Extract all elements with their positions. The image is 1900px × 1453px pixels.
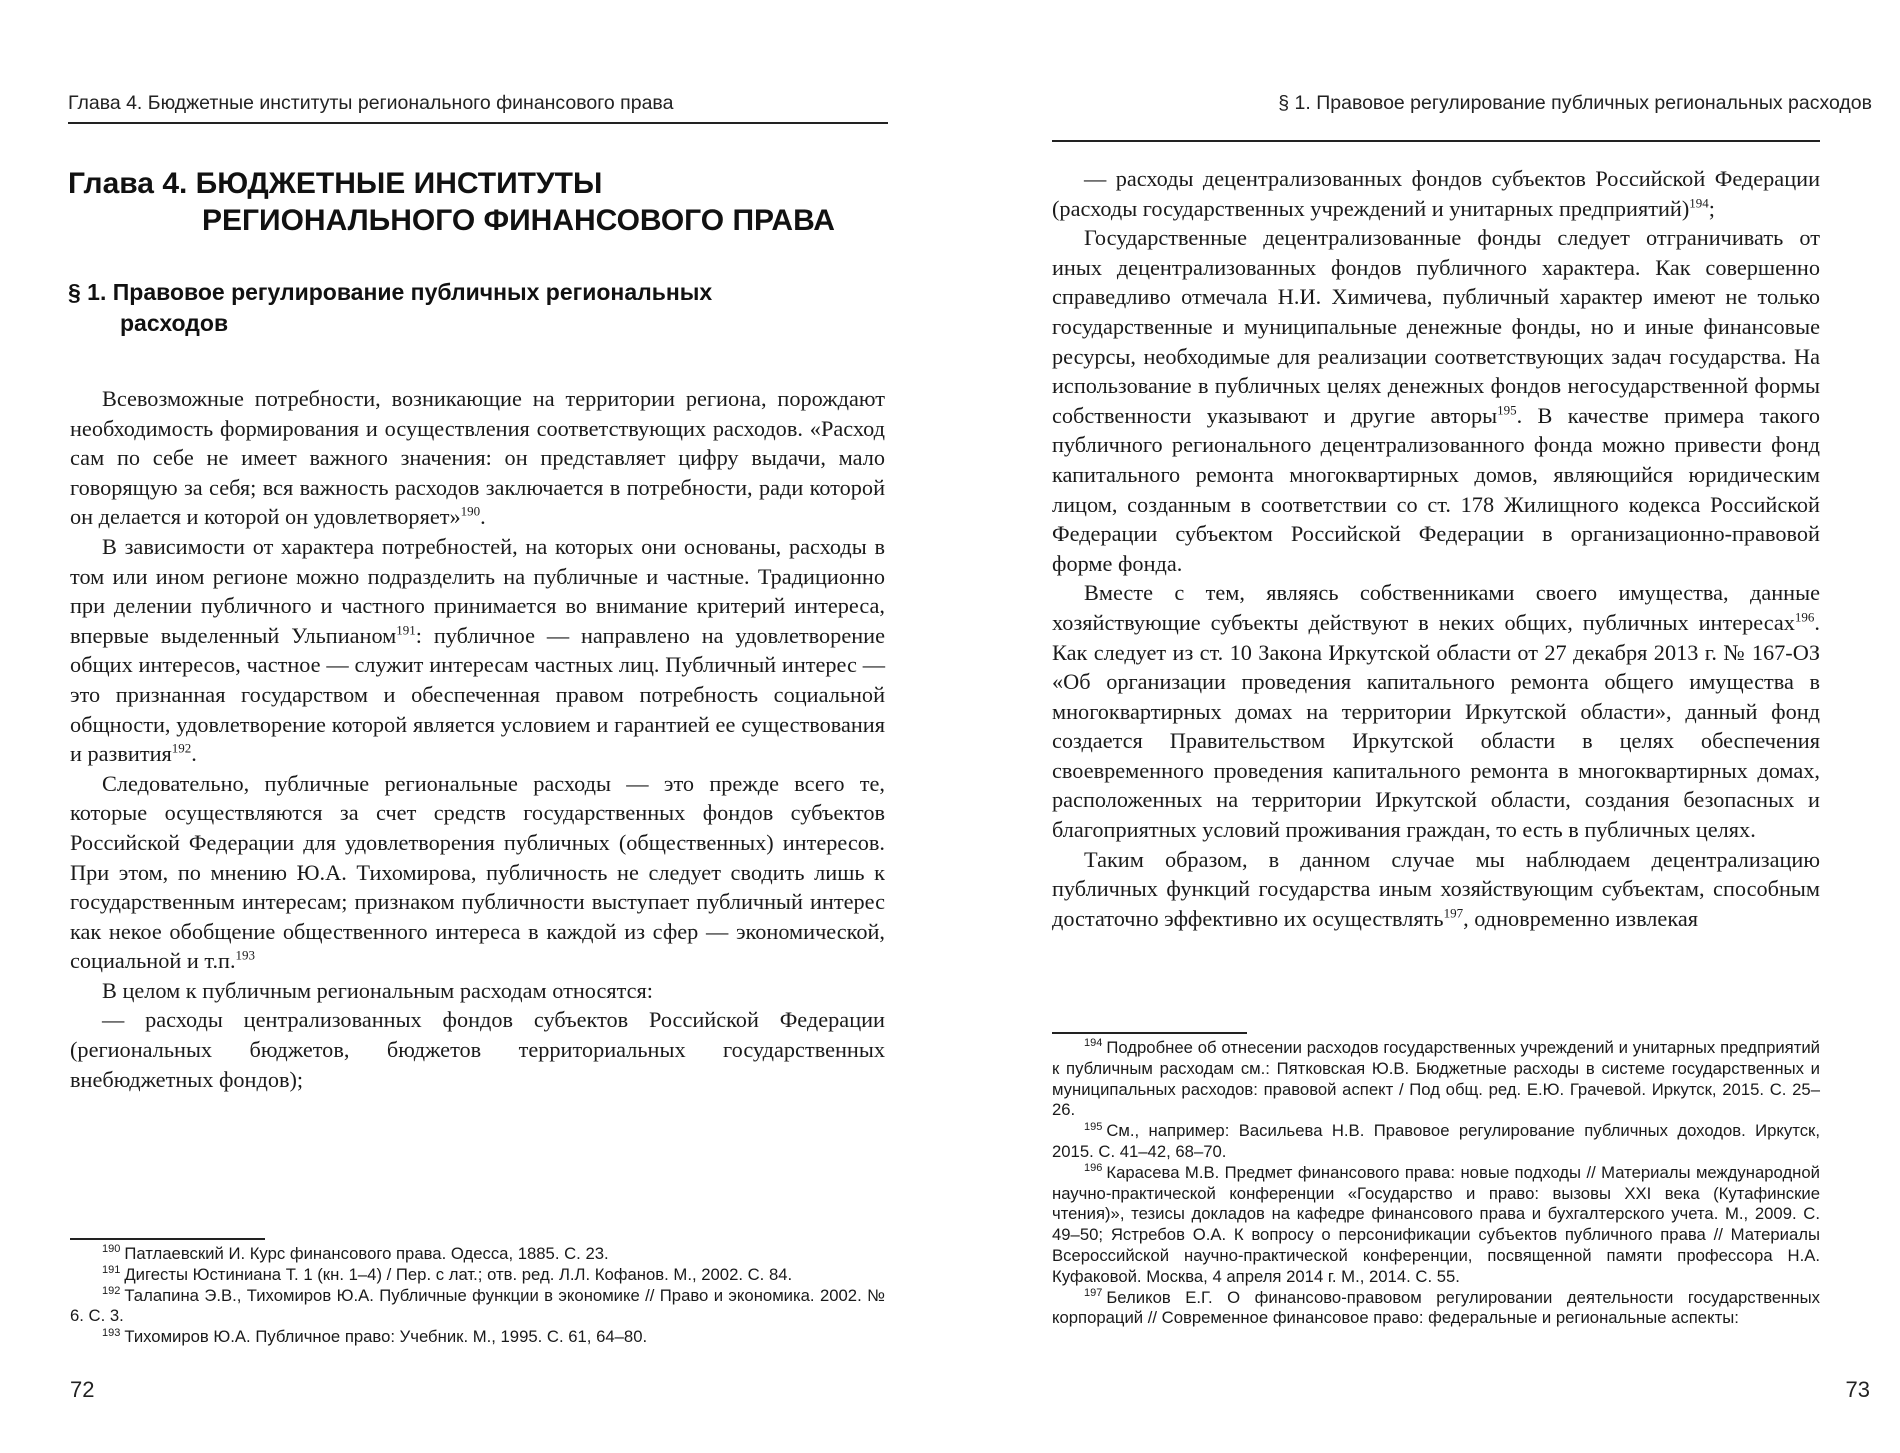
footnote (70, 1265, 885, 1286)
paragraph-text: Следовательно, публичные региональные расходы — это прежде всего те, которые осуществляются за счет средств государственных фондов субъектов Российской Федерации для удовлетворения публичных (общественных) интересов. При этом, по мнению Ю.А. Тихомирова, публичность не следует сводить лишь к государственным интересам; признаком публичности выступает публичный интерес как некое обобщение общественного интереса в каждой из сфер — экономической, социальной и т.п. (70, 770, 885, 974)
footnote-text: Подробнее об отнесении расходов государственных учреждений и унитарных предприятий к публичным расходам см.: Пятковская Ю.В. Бюджетные расходы в системе государственных и муниципальных расходов: правовой аспект / Под общ. ред. Е.Ю. Грачевой. Иркутск, 2015. С. 25–26. (1052, 1038, 1820, 1120)
page-number: 72 (70, 1377, 95, 1402)
paragraph-text: : публичное — направлено на удовлетворение общих интересов, частное — служит интересам частных лиц. Публичный интерес — это признанная государством и обеспеченная правом потребность социальной общности, удовлетворение которой является условием и гарантией ее существования и развития (70, 622, 885, 767)
paragraph-text: . В качестве примера такого публичного регионального децентрализованного фонда можно привести фонд капитального ремонта многоквартирных домов, являющийся юридическим лицом, созданным в соответствии со ст. 178 Жилищного кодекса Российской Федерации субъектом Российской Федерации в организационно-правовой форме фонда. (1052, 402, 1820, 576)
paragraph-text: , одновременно извлекая (1463, 905, 1698, 931)
footnote (70, 1327, 885, 1348)
paragraph-text: ; (1708, 195, 1715, 221)
section-title-line: расходов (120, 310, 229, 336)
body-text (1052, 164, 1820, 933)
running-head: Глава 4. Бюджетные институты регионального финансового права (68, 92, 674, 114)
footnote-text: См., например: Васильева Н.В. Правовое регулирование публичных доходов. Иркутск, 2015. С. 41–42, 68–70. (1052, 1121, 1820, 1161)
footnote-ref: 191 (396, 622, 416, 638)
footnotes (1052, 1038, 1820, 1329)
paragraph (70, 1005, 885, 1094)
paragraph (1052, 578, 1820, 844)
footnote (1052, 1288, 1820, 1330)
footnotes (70, 1244, 885, 1348)
footnote-ref: 195 (1497, 402, 1517, 418)
paragraph-text: . Как следует из ст. 10 Закона Иркутской области от 27 декабря 2013 г. № 167-ОЗ «Об организации проведения капитального ремонта общего имущества в многоквартирных домах на территории Иркутской области», данный фонд создается Правительством Иркутской области в целях обеспечения своевременного проведения капитального ремонта в многоквартирных домах, расположенных на территории Иркутской области, создания безопасных и благоприятных условий проживания граждан, то есть в публичных целях. (1052, 609, 1820, 843)
footnote-number: 195 (1084, 1120, 1103, 1133)
chapter-title-line: Глава 4. БЮДЖЕТНЫЕ ИНСТИТУТЫ (68, 167, 603, 200)
header-rule (1052, 140, 1820, 142)
paragraph-text: В зависимости от характера потребностей, на которых они основаны, расходы в том или ином регионе можно подразделить на публичные и частные. Традиционно при делении публичного и частного принимается во внимание критерий интереса, впервые выделенный Ульпианом (70, 533, 885, 648)
footnote-text: Талапина Э.В., Тихомиров Ю.А. Публичные функции в экономике // Право и экономика. 2002. № 6. С. 3. (70, 1285, 885, 1326)
paragraph (1052, 164, 1820, 223)
footnote-ref: 193 (235, 947, 256, 963)
footnote-number: 197 (1084, 1287, 1103, 1299)
right-page (950, 0, 1900, 1453)
paragraph (70, 532, 885, 769)
section-title-line: § 1. Правовое регулирование публичных региональных (68, 279, 713, 305)
footnote-ref: 194 (1689, 195, 1709, 211)
paragraph (1052, 845, 1820, 934)
footnote-ref: 192 (171, 740, 192, 756)
footnote-ref: 197 (1443, 905, 1464, 921)
paragraph (1052, 223, 1820, 578)
footnote-number: 191 (102, 1264, 121, 1277)
footnote-text: Беликов Е.Г. О финансово-правовом регулировании деятельности государственных корпораций // Современное финансовое право: федеральные и региональные аспекты: (1052, 1287, 1820, 1328)
footnote-text: Дигесты Юстиниана Т. 1 (кн. 1–4) / Пер. с лат.; отв. ред. Л.Л. Кофанов. М., 2002. С. 84. (124, 1264, 793, 1284)
running-head: § 1. Правовое регулирование публичных региональных расходов (1278, 92, 1872, 114)
paragraph-text: Таким образом, в данном случае мы наблюдаем децентрализацию публичных функций государства иным хозяйствующим субъектам, способным достаточно эффективно их осуществлять (1052, 846, 1820, 931)
paragraph-text: В целом к публичным региональным расходам относятся: (102, 977, 653, 1003)
paragraph: Всевозможные потребности, возникающие на территории региона, порождают необходимость формирования и осуществления соответствующих расходов. «Расход сам по себе не имеет важного значения: он представляет цифру выдачи, мало говорящую за себя; вся важность расходов заключается в потребности, ради которой он делается и которой он удовлетворяет»$^{190}$. (70, 386, 885, 530)
footnote-ref: 190 (460, 503, 481, 519)
paragraph-text: Государственные децентрализованные фонды следует отграничивать от иных децентрализованных фондов публичного характера. Как совершенно справедливо отмечала Н.И. Химичева, публичный характер имеют не только государственные и муниципальные денежные фонды, но и иные финансовые ресурсы, необходимые для реализации соответствующих задач государства. На использование в публичных целях денежных фондов негосударственной формы собственности указывают и другие авторы (1052, 225, 1820, 428)
paragraph-text: Вместе с тем, являясь собственниками своего имущества, данные хозяйствующие субъекты действуют в неких общих, публичных интересах (1052, 580, 1820, 635)
footnote-number: 193 (102, 1326, 121, 1339)
paragraph (70, 769, 885, 976)
footnote-number: 194 (1084, 1037, 1103, 1050)
footnote-ref: 196 (1794, 609, 1815, 625)
footnote-number: 192 (102, 1285, 121, 1298)
footnote (1052, 1038, 1820, 1121)
chapter-title-line: РЕГИОНАЛЬНОГО ФИНАНСОВОГО ПРАВА (202, 204, 835, 237)
footnote-number: 196 (1084, 1162, 1103, 1175)
footnote (70, 1244, 885, 1265)
footnote (1052, 1163, 1820, 1288)
footnote-rule (1052, 1032, 1247, 1034)
page-number: 73 (1845, 1377, 1870, 1402)
footnote-number: 190 (102, 1243, 121, 1256)
paragraph-text: . (191, 741, 197, 767)
body-text (70, 384, 885, 1094)
section-title (68, 277, 888, 339)
paragraph-text: Всевозможные потребности, возникающие на территории региона, порождают необходимость формирования и осуществления соответствующих расходов. «Расход сам по себе не имеет важного значения: он представляет цифру выдачи, мало говорящую за себя; вся важность расходов заключается в потребности, ради которой он делается и которой он удовлетворяет» (70, 386, 885, 530)
header-rule (68, 122, 888, 124)
footnote-rule (70, 1238, 265, 1240)
footnote-text: Патлаевский И. Курс финансового права. Одесса, 1885. С. 23. (124, 1244, 609, 1263)
footnote-text: Тихомиров Ю.А. Публичное право: Учебник. М., 1995. С. 61, 64–80. (124, 1327, 648, 1347)
footnote-text: Карасева М.В. Предмет финансового права: новые подходы // Материалы международной научно-практической конференции «Государство и право: вызовы XXI века (Кутафинские чтения)», тезисы докладов на кафедре финансового права и бухгалтерского учета. М., 2009. С. 49–50; Ястребов О.А. К вопросу о персонификации субъектов публичного права // Материалы Всероссийской научно-практической конференции, посвященной памяти профессора Н.А. Куфаковой. Москва, 4 апреля 2014 г. М., 2014. С. 55. (1052, 1162, 1820, 1286)
footnote (1052, 1121, 1820, 1163)
footnote (70, 1286, 885, 1328)
paragraph-text: — расходы децентрализованных фондов субъектов Российской Федерации (расходы государственных учреждений и унитарных предприятий) (1052, 166, 1820, 221)
chapter-title (68, 165, 888, 239)
paragraph-text: — расходы централизованных фондов субъектов Российской Федерации (региональных бюджетов, бюджетов территориальных государственных внебюджетных фондов); (70, 1007, 885, 1092)
paragraph (70, 976, 885, 1006)
